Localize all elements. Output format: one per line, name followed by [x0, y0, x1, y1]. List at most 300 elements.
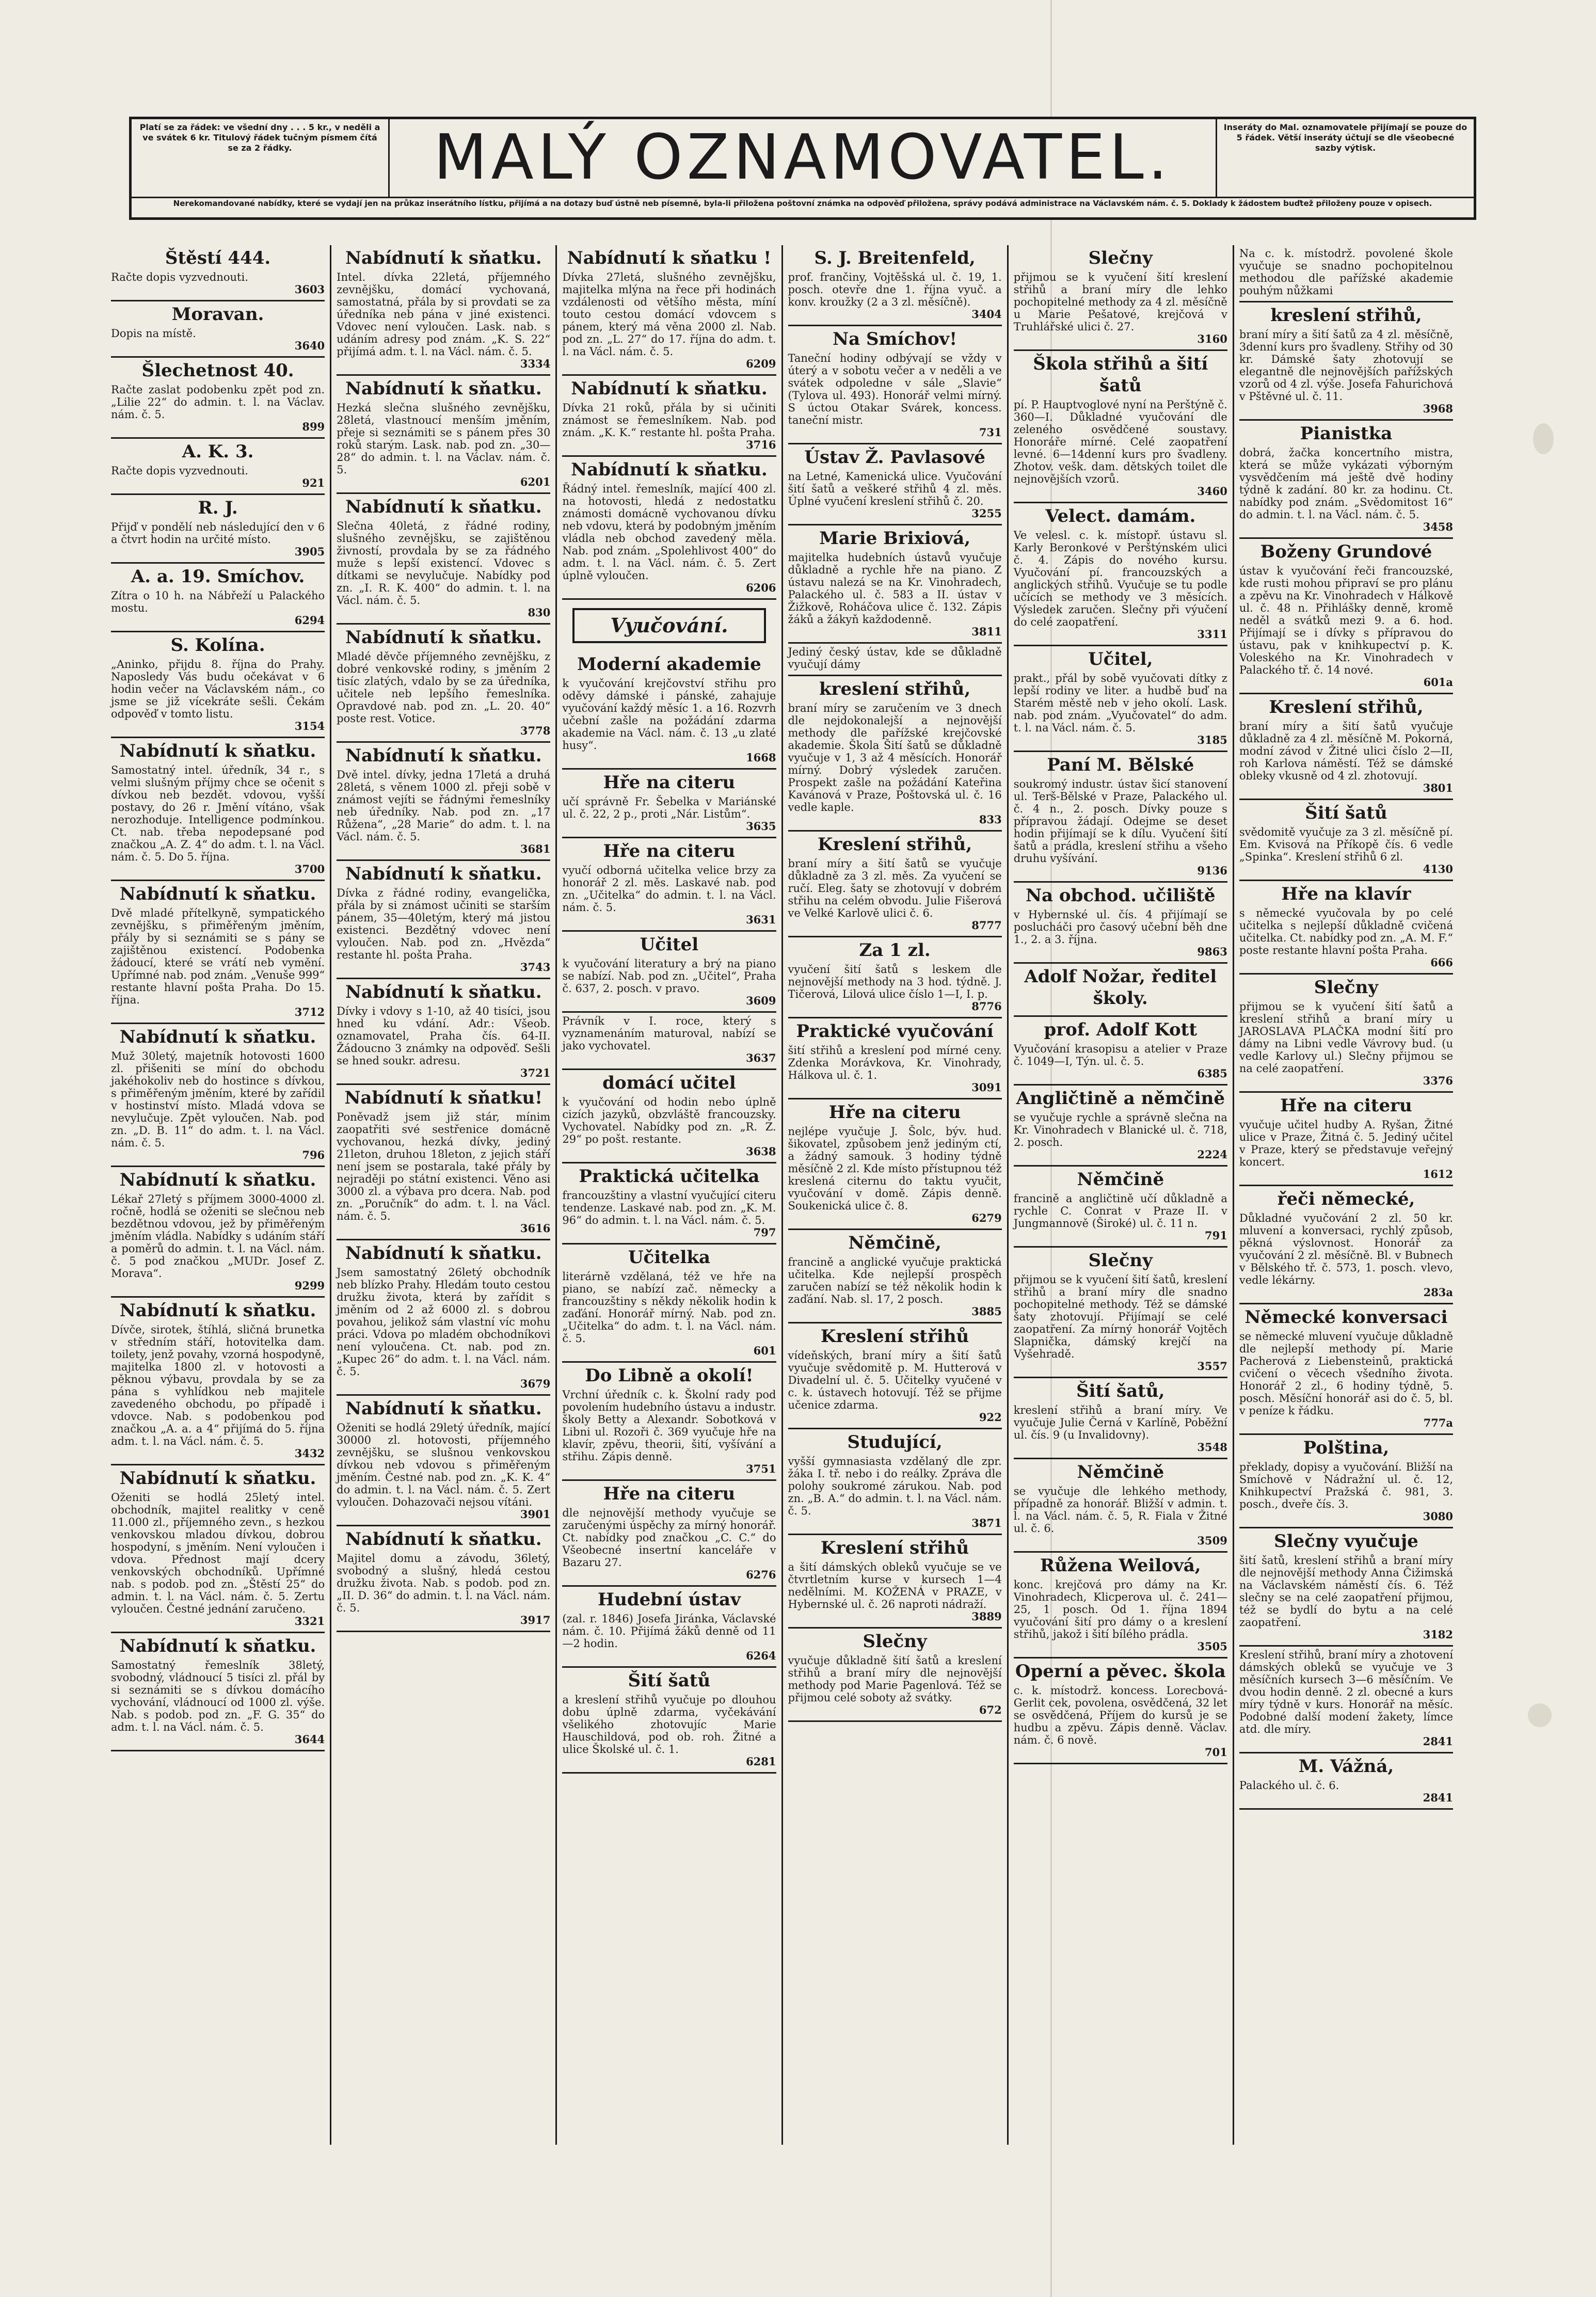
ad-title: Hře na citeru	[603, 772, 736, 793]
ad-column	[1234, 245, 1458, 2145]
ad-title: Nabídnutí k sňatku !	[567, 248, 772, 268]
ad-body: dobrá, žačka koncertního mistra, která se může vykázati výborným vysvědčením má ještě dvě hodiny týdně k zadání. 80 kr. za hodinu. Ct. nabídky pod znám. „Svědomitost 16“ do admin. t. l. na Václ. nám. č. 5.	[1239, 446, 1454, 521]
classified-ad	[1014, 1658, 1227, 1764]
ad-number: 3721	[520, 1066, 551, 1079]
ad-title: Slečny	[1314, 977, 1379, 998]
ad-number: 6206	[746, 581, 776, 594]
ad-number: 3185	[1197, 733, 1227, 746]
ad-title: Nabídnutí k sňatku.	[345, 982, 542, 1002]
classified-ad	[1014, 883, 1227, 964]
ad-number: 3681	[520, 842, 551, 855]
classified-ad	[788, 444, 1002, 525]
ad-number: 796	[302, 1148, 325, 1161]
ad-title: Moderní akademie	[577, 654, 761, 675]
classified-ad	[1239, 302, 1453, 421]
classified-ad	[562, 457, 776, 600]
ad-title: Kreslení střihů,	[1269, 697, 1424, 717]
ad-body: Řádný intel. řemeslník, mající 400 zl. na hotovosti, hledá z nedostatku známosti domácně vychovanou dívku neb vdovu, která by podobným jměním vládla neb obchod zavedený měla. Nab. pod znám. „Spolehlivost 400“ do adm. t. l. na Václ. nám. č. 5. Zert úplně vyloučen.	[562, 483, 776, 582]
ad-body: Dívka 27letá, slušného zevnějšku, majitelka mlýna na řece při hodinách vzdálenosti od většího města, míní touto cestou domácí vdovcem s pánem, který má věna 2000 zl. Nab. pod zn. „L. 27“ do 17. října do adm. t. l. na Václ. nám. č. 5.	[562, 271, 776, 358]
ad-body: prof. frančiny, Vojtěšská ul. č. 19, 1. posch. otevře dne 1. října vyuč. a konv. kroužky (2 a 3 zl. měsíčně).	[788, 271, 1002, 308]
header-admin-note: Nerekomandované nabídky, které se vydají jen na průkaz inserátního lístku, přijímá a na dotazy buď ústně neb písemně, byla-li přiložena poštovní známka na odpověď přiložena, správy podává administrace na Václavském nám. č. 5. Doklady k žádostem buďtež přiloženy pouze v opisech.	[132, 197, 1474, 220]
classified-ad	[1239, 1435, 1453, 1528]
ad-body: se vyučuje rychle a správně slečna na Kr. Vinohradech v Blanické ul. č. 718, 2. posch.	[1013, 1111, 1227, 1148]
ad-number: 3182	[1423, 1628, 1454, 1641]
ad-title: Nabídnutí k sňatku.	[119, 1468, 316, 1489]
ad-title: kreslení střihů,	[1270, 305, 1422, 326]
ad-title: Do Libně a okolí!	[585, 1365, 754, 1386]
classified-ad	[337, 376, 550, 494]
ad-number: 3644	[294, 1733, 325, 1746]
ad-number: 6385	[1197, 1067, 1227, 1080]
ad-title: Nabídnutí k sňatku.	[119, 741, 316, 761]
ad-title: Velect. damám.	[1045, 506, 1196, 527]
ad-number: 3334	[520, 357, 551, 370]
ad-title: S. Kolína.	[170, 635, 265, 656]
ad-body: Račte zaslat podobenku zpět pod zn. „Lilie 22“ do admin. t. l. na Václav. nám. č. 5.	[111, 384, 325, 421]
classified-ad	[1239, 1093, 1453, 1186]
ad-number: 731	[979, 426, 1002, 439]
classified-ad	[337, 743, 550, 861]
ad-number: 6276	[746, 1568, 776, 1581]
ad-body: Samostatný řemeslník 38letý, svobodný, vládnoucí 5 tisíci zl. přál by si seznámiti se s dívkou domácího vychování, vládnoucí od 1000 zl. výše. Nab. s podob. pod zn. „F. G. 35“ do adm. t. l. na Václ. nám. č. 5.	[111, 1659, 325, 1733]
ad-title: Šití šatů,	[1076, 1381, 1165, 1401]
ad-number: 6201	[520, 475, 551, 488]
ad-title: Hře na klavír	[1281, 884, 1411, 904]
ad-body: překlady, dopisy a vyučování. Bližší na Smíchově v Nádražní ul. č. 12, Knihkupectví Pražská č. 981, 3. posch., dveře čís. 3.	[1239, 1461, 1454, 1510]
classified-ad	[1014, 503, 1227, 646]
ad-title: Polština,	[1303, 1438, 1390, 1458]
ad-body: s německé vyučovala by po celé učitelka s nejlepší důkladně cvičená učitelka. Ct. nabídky pod zn. „A. M. F.“ poste restante hlavní pošta Praha.	[1239, 907, 1454, 956]
ad-number: 3557	[1197, 1360, 1227, 1373]
classified-ad	[788, 1429, 1002, 1535]
ad-number: 791	[1205, 1229, 1227, 1242]
ad-body: Jsem samostatný 26letý obchodník neb blízko Prahy. Hledám touto cestou družku života, která by zařídit s jměním od 2 až 6000 zl. s dobrou povahou, jelikož sám vlastní víc mohu práci. Vdova po mladém obchodníkovi není vyloučena. Ct. nab. pod zn. „Kupec 26“ do adm. t. l. na Václ. nám. č. 5.	[337, 1266, 551, 1378]
ad-title: Němčině	[1077, 1462, 1164, 1482]
classified-ad	[111, 301, 325, 358]
ad-number: 4130	[1423, 863, 1454, 875]
ad-number: 1668	[746, 751, 776, 764]
ad-body: Právník v I. roce, který s vyznamenáním maturoval, nabízí se jako vychovatel.	[562, 1015, 776, 1052]
ad-number: 3679	[520, 1377, 551, 1390]
ad-title: domácí učitel	[602, 1073, 736, 1093]
ad-title: Nabídnutí k sňatku.	[345, 1398, 542, 1419]
ad-body: Dívka z řádné rodiny, evangelička, přála by si známost učiniti se starším pánem, 35—40letým, který má jistou existenci. Bezdětný vdovec není vyloučen. Nab. pod zn. „Hvězda“ restante hl. pošta Praha.	[337, 887, 551, 961]
ad-body: vyučuje učitel hudby A. Ryšan, Žitné ulice v Praze, Žitná č. 5. Jediný učitel v Praze, který se představuje veřejný koncert.	[1239, 1119, 1454, 1168]
classified-ad	[562, 1668, 776, 1774]
ad-body: „Aninko, přijdu 8. října do Prahy. Naposledy Vás budu očekávat v 6 hodin večer na Václavském nám., co jsme se již vícekráte sešli. Čekám odpověď v tomto listu.	[111, 658, 325, 720]
classified-ad	[111, 1167, 325, 1298]
ad-title: A. K. 3.	[182, 441, 254, 462]
classified-ad	[1014, 964, 1227, 1017]
classified-ad	[111, 358, 325, 439]
ad-body: Muž 30letý, majetník hotovosti 1600 zl. přišeniti se míní do obchodu jakéhokoliv neb do hostince s dívkou, s přiměřeným jměním, které by zařídil v hostinství místo. Mladá vdova se nevylučuje. Zpět vyloučen. Nab. pod zn. „D. B. 11“ do adm. t. l. na Václ. nám. č. 5.	[111, 1050, 325, 1149]
ad-title: Na obchod. učiliště	[1025, 885, 1216, 906]
ad-body: Mladé děvče příjemného zevnějšku, z dobré venkovské rodiny, s jměním 2 tisíc zlatých, vdalo by se za úředníka, učitele neb lepšího řemeslníka. Opravdové nab. pod zn. „L. 20. 40“ poste rest. Votice.	[337, 650, 551, 725]
ad-title: Boženy Grundové	[1260, 541, 1432, 562]
ad-number: 830	[528, 606, 551, 619]
ad-number: 3716	[746, 438, 776, 451]
classified-ad	[111, 439, 325, 495]
ad-number: 2224	[1197, 1148, 1227, 1161]
classified-ad	[1014, 646, 1227, 752]
classified-ad	[111, 495, 325, 564]
ad-number: 3080	[1423, 1510, 1454, 1523]
ad-body: braní míry a šití šatů vyučuje důkladně za 4 zl. měsíčně M. Pokorná, modní závod v Žitné ulici číslo 2—II, roh Karlova náměstí. Též se dámské obleky vkusně od 4 zl. zhotovují.	[1239, 720, 1454, 782]
ad-number: 3901	[520, 1508, 551, 1521]
ad-title: Hře na citeru	[1280, 1095, 1412, 1116]
ad-body: vyučí odborná učitelka velice brzy za honorář 2 zl. měs. Laskavé nab. pod zn. „Učitelka“ do admin. t. l. na Václ. nám. č. 5.	[562, 864, 776, 914]
ad-body: (zal. r. 1846) Josefa Jiránka, Václavské nám. č. 10. Přijímá žáků denně od 11—2 hodin.	[562, 1613, 776, 1650]
ad-number: 3509	[1197, 1534, 1227, 1547]
ad-number: 3811	[971, 625, 1002, 638]
ad-title: Pianistka	[1300, 423, 1393, 444]
ad-number: 777a	[1423, 1416, 1454, 1429]
ad-number: 6281	[746, 1755, 776, 1768]
classified-ad	[788, 525, 1002, 644]
ad-number: 3700	[294, 863, 325, 875]
classified-ad	[788, 1018, 1002, 1099]
ad-body: Dopis na místě.	[111, 327, 196, 340]
ad-number: 6294	[294, 614, 325, 627]
ad-title: Šlechetnost 40.	[141, 360, 294, 381]
ad-number: 666	[1430, 956, 1454, 969]
classified-ad	[562, 932, 776, 1013]
classified-ad	[337, 1526, 550, 1632]
ad-body: Majitel domu a závodu, 36letý, svobodný a slušný, hledá cestou družku života. Nab. s podob. pod zn. „II. D. 36“ do admin. t. l. na Václ. nám. č. 5.	[337, 1552, 551, 1614]
classified-ad	[111, 632, 325, 738]
ad-title: Učitelka	[628, 1247, 710, 1268]
ad-number: 3640	[294, 339, 325, 352]
ad-body: učí správně Fr. Šebelka v Mariánské ul. č. 22, 2 p., proti „Nár. Listům“.	[562, 795, 776, 820]
ad-body: vyšší gymnasiasta vzdělaný dle zpr. žáka I. tř. nebo i do reálky. Zpráva dle polohy soukromé zárukou. Nab. pod zn. „B. A.“ do admin. t. l. na Václ. nám. č. 5.	[788, 1455, 1002, 1517]
ad-body: francině a anglické vyučuje praktická učitelka. Kde nejlepší prospěch zaručen nabízí se též několik hodin k zaďání. Nab. sl. 17, 2 posch.	[788, 1256, 1002, 1305]
ad-body: Taneční hodiny odbývají se vždy v úterý a v sobotu večer a v neděli a ve svátek odpoledne v sále „Slavie“ (Tylova ul. 493). Honorář velmi mírný. S úctou Otakar Svárek, koncess. taneční mistr.	[788, 352, 1002, 426]
ad-title: Nabídnutí k sňatku.	[119, 884, 316, 904]
ad-body: majitelka hudebních ústavů vyučuje důkladně a rychle hře na piano. Z ústavu nalezá se na Kr. Vinohradech, Palackého ul. č. 583 a II. ústav v Žižkově, Roháčova ulice č. 132. Zápis žáků a žákyň každodenně.	[788, 551, 1002, 626]
classified-ad	[1014, 752, 1227, 883]
ad-title: Na Smíchov!	[833, 329, 957, 349]
ad-number: 3801	[1423, 781, 1454, 794]
ad-title: Nabídnutí k sňatku!	[344, 1088, 543, 1108]
ad-title: Růžena Weilová,	[1040, 1555, 1201, 1576]
classified-ad	[1239, 1647, 1453, 1753]
ad-number: 2841	[1423, 1735, 1454, 1748]
ad-title: Hře na citeru	[603, 841, 736, 862]
classified-ad	[1239, 881, 1453, 975]
ad-columns	[106, 245, 1458, 2145]
ad-body: Dívky i vdovy s 1-10, až 40 tisíci, jsou hned ku vdání. Adr.: Všeob. oznamovatel, Praha čís. 64-II. Žádoucno 3 známky na odpověď. Sešli se hned soukr. adresu.	[337, 1005, 551, 1067]
ad-title: Učitel,	[1088, 649, 1153, 669]
ad-body: Palackého ul. č. 6.	[1239, 1779, 1339, 1792]
ad-number: 3751	[746, 1462, 776, 1475]
ad-number: 601a	[1423, 676, 1454, 689]
classified-ad	[111, 1298, 325, 1465]
classified-ad	[337, 625, 550, 743]
ad-body: Na c. k. místodrž. povolené škole vyučuje se snadno pochopitelnou methodou dle pařížské akademie pouhým nůžkami	[1239, 247, 1454, 297]
ad-number: 1612	[1423, 1168, 1454, 1181]
classified-ad	[788, 1535, 1002, 1629]
classified-ad	[111, 245, 325, 301]
classified-ad	[337, 494, 550, 625]
ad-number: 3871	[971, 1517, 1002, 1529]
ad-title: Paní M. Bělské	[1047, 755, 1194, 775]
ad-number: 3917	[520, 1614, 551, 1626]
ad-title: Slečny vyučuje	[1274, 1531, 1418, 1552]
classified-ad	[337, 1240, 550, 1396]
ad-body: Vrchní úředník c. k. Školní rady pod povolením hudebního ústavu a industr. školy Betty a Alexandr. Sobotková v Libni ul. Rozoři č. 369 vyučuje hře na klavír, zpěvu, theorii, šití, vyšívání a střihu. Zápis denně.	[562, 1389, 776, 1463]
ad-body: k vyučování krejčovství střihu pro oděvy dámské i pánské, zahajuje vyučování každý měsíc 1. a 16. Rozvrh učební zašle na požádání zdarma akademie na Václ. nám. č. 13 „u zlaté husy“.	[562, 677, 776, 752]
ad-title: Nabídnutí k sňatku.	[571, 459, 768, 480]
ad-number: 3458	[1423, 520, 1454, 533]
classified-ad	[562, 1013, 776, 1070]
classified-ad	[788, 1629, 1002, 1722]
ad-body: literárně vzdělaná, též ve hře na piano, se nabízí zač. německy a francouzštiny s někdy několik hodin k zaďání. Honorář mírný. Nab. pod zn. „Učitelka“ do adm. t. l. na Václ. nám. č. 5.	[562, 1270, 776, 1345]
classified-ad	[1014, 1248, 1227, 1378]
section-header	[129, 117, 1476, 220]
classified-ad	[1239, 1528, 1453, 1647]
ad-column	[783, 245, 1009, 2145]
ad-number: 3743	[520, 961, 551, 974]
ad-body: na Letné, Kamenická ulice. Vyučování šití šatů a veškeré střihů 4 zl. měs. Úplné vyučení kreslení střihů č. 20.	[788, 470, 1002, 507]
ad-number: 9136	[1197, 864, 1227, 877]
ad-title: Nabídnutí k sňatku.	[119, 1300, 316, 1321]
classified-ad	[1014, 1017, 1227, 1086]
ad-body: prakt., přál by sobě vyučovati dítky z lepší rodiny ve liter. a hudbě buď na Starém městě neb v jeho okolí. Lask. nab. pod znám. „Vyučovatel“ do adm. t. l. na Václ. nám. č. 5.	[1013, 672, 1227, 734]
classified-ad	[111, 564, 325, 632]
classified-ad	[562, 1587, 776, 1668]
classified-ad	[111, 1465, 325, 1633]
classified-ad	[562, 1363, 776, 1481]
ad-body: braní míry a šití šatů se vyučuje důkladně za 3 zl. měs. Za vyučení se ručí. Eleg. šaty se zhotovují v dobrém střihu na celém obvodu. Julie Fišerová ve Velké Karlově ulici č. 6.	[788, 857, 1002, 919]
ad-body: k vyučování od hodin nebo úplně cizích jazyků, obzvláště francouzsky. Vychovatel. Nabídky pod zn. „R. Z. 29“ po pošt. restante.	[562, 1096, 776, 1145]
ad-body: nejlépe vyučuje J. Šolc, býv. hud. šikovatel, způsobem jenž jediným ctí, a žádný samouk. 3 hodiny týdně měsíčně 2 zl. Kde místo přístupnou též kreslená citernu do taktu vyučit, vyučování v domě. Zápis denně. Soukenická ulice č. 8.	[788, 1125, 1002, 1212]
ad-body: přijmou se k vyučení šití šatů, kreslení střihů a braní míry dle snadno pochopitelné methody. Též se dámské šaty zhotovují. Přijímají se celé zaopatření. Za mírný honorář Vojtěch Slapnička, dámský krejčí na Vyšehradě.	[1013, 1273, 1227, 1360]
ad-number: 3376	[1423, 1074, 1454, 1087]
ad-title: Operní a pěvec. škola	[1015, 1661, 1226, 1682]
classified-ad	[1239, 1186, 1453, 1304]
ad-body: Jediný český ústav, kde se důkladně vyučují dámy	[788, 646, 1002, 671]
classified-ad	[1239, 800, 1453, 881]
ad-number: 3321	[294, 1615, 325, 1628]
ad-body: Oženiti se hodlá 29letý úředník, mající 30000 zl. hotovosti, příjemného zevnějšku, se slušnou venkovskou dívkou neb vdovou s přiměřeným jměním. Čestné nab. pod zn. „K. K. 4“ do admin. t. l. na Václ. nám. č. 5. Zert vyloučen. Dohazovači nejsou vítáni.	[337, 1422, 551, 1508]
ad-body: Ve velesl. c. k. místopř. ústavu sl. Karly Beronkové v Perštýnském ulici č. 4. Zápis do nového kursu. Vyučování pí. francouzských a anglických střihů. Vyučuje se tu podle učících se methody ve 3 měsících. Výsledek zaručen. Slečny při výučení do celé zaopatření.	[1013, 529, 1227, 628]
ad-number: 3311	[1197, 628, 1227, 641]
ad-body: se německé mluvení vyučuje důkladně dle nejlepší methody pí. Marie Pacherová z Liebensteinů, praktická cvičení o věcech všedního života. Honorář 2 zl., 6 hodiny týdně, 5. posch. Měsíční honorář asi do č. 5, bl. v peníze k řádku.	[1239, 1330, 1454, 1417]
ad-title: S. J. Breitenfeld,	[814, 248, 976, 268]
ad-title: Němčině,	[848, 1233, 941, 1253]
ad-title: Nabídnutí k sňatku.	[119, 1636, 316, 1656]
ad-number: 3712	[294, 1006, 325, 1018]
ad-body: v Hybernské ul. čís. 4 přijímají se poslucháči pro časový učební běh dne 1., 2. a 3. října.	[1013, 908, 1227, 946]
ad-body: Oženiti se hodlá 25letý intel. obchodník, majitel realitky v ceně 11.000 zl., příjemného zevn., s hezkou venkovskou mladou dívkou, dobrou hospodyní, s jměním. Není vyloučen i vdova. Přednost mají dcery venkovských obchodníků. Upřímné nab. s podob. pod zn. „Štěstí 25“ do admin. t. l. na Václ. nám. č. 5. Zertu vyloučen. Čestné jednání zaručeno.	[111, 1491, 325, 1615]
ad-body: a šití dámských obleků vyučuje se ve čtvrtletním kurse v kursech 1—4 nedělními. M. KOŽENÁ v PRAZE, v Hybernské ul. č. 26 naproti nádraží.	[788, 1561, 1002, 1610]
ad-number: 6279	[971, 1211, 1002, 1224]
ad-body: c. k. místodrž. koncess. Lorecbová-Gerlit cek, povolena, osvědčená, 32 let se osvědčená, Příjem do kursů je se hudbu a zpěvu. Zápis denně. Václav. nám. č. 6 nově.	[1013, 1684, 1227, 1746]
ad-title: Kreslení střihů	[820, 1326, 969, 1347]
classified-ad	[562, 770, 776, 838]
ad-title: Angličtině a němčině	[1016, 1088, 1225, 1109]
ad-title: Praktická učitelka	[579, 1166, 760, 1187]
classified-ad	[1014, 1167, 1227, 1248]
ad-column	[331, 245, 557, 2145]
ad-number: 701	[1205, 1746, 1227, 1759]
ad-number: 8776	[971, 1000, 1002, 1013]
ad-column	[106, 245, 331, 2145]
ad-body: Dvě mladé přítelkyně, sympatického zevnějšku, s přiměřeným jměním, přály by si seznámiti se s pány se zajištěnou existencí. Podobenka žádoucí, které se vrátí neb vymění. Upřímné nab. pod znám. „Venuše 999“ restante hlavní pošta Praha. Do 15. října.	[111, 907, 325, 1006]
ad-title: Škola střihů a šití šatů	[1033, 354, 1208, 396]
ad-title: Nabídnutí k sňatku.	[345, 378, 542, 399]
ad-body: Dívče, sirotek, štíhlá, sličná brunetka v středním stáří, hotovitelka dam. toilety, jenž povahy, vzorná hospodyně, majitelka 1800 zl. v hotovosti a pěknou výbavu, provdala by se za pána s vyhlídkou neb majitele zavedeného obchodu, po případě i vdovce. Nab. s podobenkou pod značkou „A. a. a 4“ přijímá do 5. října adm. t. l. na Václ. nám. č. 5.	[111, 1323, 325, 1447]
ad-number: 3778	[520, 724, 551, 737]
ad-body: Dívka 21 roků, přála by si učiniti známost se řemeslníkem. Nab. pod znám. „K. K.“ restante hl. pošta Praha.	[562, 402, 776, 439]
ad-body: přijmou se k vyučení šití kreslení střihů a braní míry dle lehko pochopitelné methody za 4 zl. měsíčně u Marie Pešatové, krejčová v Truhlářské ulici č. 27.	[1013, 271, 1227, 333]
classified-ad	[1014, 351, 1227, 503]
ad-body: francouzštiny a vlastní vyučující citeru tendenze. Laskavé nab. pod zn. „K. M. 96“ do admin. t. l. na Václ. nám. č. 5.	[562, 1189, 776, 1226]
ad-column	[1009, 245, 1234, 2145]
ad-title: Hudební ústav	[598, 1589, 741, 1610]
classified-ad	[788, 326, 1002, 444]
classified-ad	[1239, 1304, 1453, 1435]
section-title: MALÝ OZNAMOVATEL.	[434, 122, 1172, 194]
classified-ad	[788, 245, 1002, 326]
classified-ad	[1014, 1086, 1227, 1167]
ad-title: Šití šatů	[1305, 803, 1387, 823]
ad-title: Šití šatů	[628, 1670, 711, 1691]
ad-body: ústav k vyučování řeči francouzské, kde rusti mohou připraví se pro plánu a zpěvu na Kr. Vinohradech v Hálkově ul. č. 48 n. Přihlášky denně, kromě neděl a svátků mezi 9. a 6. hod. Přijímají se i dívky s přípravou do ústavu, pak v knihkupectví p. K. Voleského na Kr. Vinohradech v Palackého tř. č. 14 nové.	[1239, 565, 1454, 676]
ad-title: Ústav Ž. Pavlasové	[804, 447, 985, 468]
ad-number: 3637	[746, 1051, 776, 1064]
classified-ad	[788, 676, 1002, 832]
ad-title: Kreslení střihů	[820, 1538, 969, 1558]
classified-ad	[788, 832, 1002, 937]
ad-body: vyučení šití šatů s leskem dle nejnovější methody na 3 hod. týdně. J. Tičerová, Lilová ulice číslo 1—I, I. p.	[788, 963, 1002, 1000]
ad-number: 3635	[746, 820, 776, 833]
classified-ad	[562, 838, 776, 932]
ad-number: 899	[302, 420, 325, 433]
ad-body: vyučuje důkladně šití šatů a kreslení střihů a braní míry dle nejnovější methody pod Marie Pagenlová. Též se přijmou celé soboty až svátky.	[788, 1654, 1002, 1704]
ad-number: 3638	[746, 1145, 776, 1158]
classified-ad	[1239, 539, 1453, 694]
ad-body: Přijď v pondělí neb následující den v 6 a čtvrt hodin na určité místo.	[111, 521, 325, 546]
ad-number: 3255	[971, 507, 1002, 520]
ad-number: 9863	[1197, 945, 1227, 958]
classified-ad	[1239, 694, 1453, 800]
ad-body: dle nejnovější methody vyučuje se zaručenými úspěchy za mírný honorář. Ct. nabídky pod značkou „C. C.“ do Všeobecné insertní kanceláře v Bazaru 27.	[562, 1507, 776, 1569]
classified-ad	[788, 1099, 1002, 1230]
ad-number: 9299	[294, 1279, 325, 1292]
ad-body: Intel. dívka 22letá, příjemného zevnějšku, domácí vychovaná, samostatná, přála by si provdati se za úředníka neb pána v jiné existenci. Vdovec není vyloučen. Lask. nab. s udáním adresy pod znám. „K. S. 22“ přijímá adm. t. l. na Václ. nám. č. 5.	[337, 271, 551, 358]
ad-number: 922	[979, 1411, 1002, 1424]
ad-body: braní míry se zaručením ve 3 dnech dle nejdokonalejší a nejnovější methody dle pařížské krejčovské akademie. Škola Šití šatů se důkladně vyučuje v 1, 3 až 4 měsících. Honorář mírný. Dobrý výsledek zaručen. Prospekt zašle na požádání Kateřina Kavánová v Praze, Poštovská ul. č. 16 vedle kaple.	[788, 702, 1002, 813]
ad-body: svědomitě vyučuje za 3 zl. měsíčně pí. Em. Kvisová na Příkopě čís. 6 vedle „Spinka“. Kreslení střihů 6 zl.	[1239, 826, 1454, 863]
ad-title: Moravan.	[171, 304, 264, 325]
ad-number: 3160	[1197, 332, 1227, 345]
ad-title: Za 1 zl.	[859, 940, 931, 961]
subsection-heading: Vyučování.	[572, 608, 765, 643]
ad-number: 672	[979, 1703, 1002, 1716]
ad-title: Kreslení střihů,	[817, 834, 972, 855]
ad-body: kreslení střihů a braní míry. Ve vyučuje Julie Černá v Karlíně, Poběžní ul. čís. 9 (u Invalidovny).	[1013, 1404, 1227, 1441]
ad-title: Nabídnutí k sňatku.	[119, 1027, 316, 1047]
classified-ad	[788, 1323, 1002, 1429]
classified-ad	[111, 1633, 325, 1751]
ad-title: R. J.	[198, 498, 238, 518]
ad-number: 3631	[746, 913, 776, 926]
ad-number: 3889	[971, 1610, 1002, 1623]
ad-title: Učitel	[640, 934, 699, 955]
ad-body: šití šatů, kreslení střihů a braní míry dle nejnovější methody Anna Čižimská na Václavském náměstí čís. 6. Též slečny se na celé zaopatření přijmou, též se bydlí do bytu a na celé zaopatření.	[1239, 1554, 1454, 1629]
ad-title: Nabídnutí k sňatku.	[571, 378, 768, 399]
ad-number: 3432	[294, 1447, 325, 1460]
classified-ad	[337, 861, 550, 979]
ad-body: Důkladné vyučování 2 zl. 50 kr. mluvení a konversaci, rychlý způsob, pěkná výslovnost. Honorář za vyučování 2 zl. měsíčně. Bl. v Bubnech v Bělského tř. č. 573, 1. posch. vlevo, vedle lékárny.	[1239, 1212, 1454, 1286]
classified-ad	[337, 1085, 550, 1240]
ad-body: Samostatný intel. úředník, 34 r., s velmi slušným příjmy chce se očenit s dívkou neb bezdět. vdovou, vyšší postavy, do 26 r. Jmění vítáno, však nerozhoduje. Intelligence podmínkou. Ct. nab. třeba nepodepsané pod značkou „A. Z. 4“ do adm. t. l. na Václ. nám. č. 5. Do 5. října.	[111, 764, 325, 863]
ad-number: 3404	[971, 308, 1002, 321]
ad-title: Marie Brixiová,	[819, 528, 971, 549]
ad-title: Slečny	[1088, 248, 1153, 268]
ad-body: se vyučuje dle lehkého methody, případně za honorář. Bližší v admin. t. l. na Václ. nám. č. 5, R. Fiala v Žitné ul. č. 6.	[1013, 1485, 1227, 1535]
ad-number: 3905	[294, 545, 325, 558]
ad-number: 833	[979, 813, 1002, 826]
ad-body: braní míry a šití šatů za 4 zl. měsíčně, 3denní kurs pro švadleny. Střihy od 30 kr. Dámské šaty zhotovují se elegantně dle nejnovějších pařížských vzorů od 4 zl. výše. Josefa Fahurichová v Pštěvné ul. č. 11.	[1239, 328, 1454, 403]
ad-title: řeči německé,	[1277, 1189, 1415, 1209]
ad-title: Němčině	[1077, 1169, 1164, 1190]
classified-ad	[337, 1396, 550, 1526]
ad-number: 283a	[1423, 1286, 1454, 1299]
classified-ad	[1014, 245, 1227, 351]
ad-body: soukromý industr. ústav šicí stanovení ul. Terš-Bělské v Praze, Palackého ul. č. 4 n., 2. posch. Dívky pouze s přípravou žádají. Odejme se deset hodin přijímají se k dílu. Vyučení šití šatů a prádla, kreslení střihu a všeho druhu vyšívání.	[1013, 778, 1227, 865]
header-price-note: Platí se za řádek: ve všední dny . . . 5 kr., v neděli a ve svátek 6 kr. Titulový řádek tučným písmem čítá se za 2 řádky.	[132, 119, 390, 197]
classified-ad	[1239, 245, 1453, 302]
classified-ad	[1239, 1753, 1453, 1810]
ad-title: Slečny	[863, 1631, 927, 1652]
ad-title: Nabídnutí k sňatku.	[345, 248, 542, 268]
classified-ad	[111, 738, 325, 881]
ad-title: Praktické vyučování	[796, 1021, 994, 1042]
classified-ad	[111, 1024, 325, 1167]
ad-number: 6209	[746, 357, 776, 370]
ad-column	[557, 245, 783, 2145]
ad-body: Lékař 27letý s příjmem 3000-4000 zl. ročně, hodlá se oženiti se slečnou neb bezdětnou vdovou, jež by přiměřeným jměním vládla. Nabídky s udáním stáří a poměrů do admin. t. l. na Václ. nám. č. 5 pod značkou „MUDr. Josef Z. Morava“.	[111, 1193, 325, 1280]
ad-title: Nabídnutí k sňatku.	[345, 864, 542, 884]
ad-body: Zítra o 10 h. na Nábřeží u Palackého mostu.	[111, 589, 325, 614]
ad-number: 3091	[971, 1081, 1002, 1094]
ad-number: 797	[753, 1226, 776, 1239]
ad-title: Studující,	[847, 1432, 943, 1453]
classified-ad	[788, 644, 1002, 676]
classified-ad	[562, 1070, 776, 1163]
ad-body: Poněvadž jsem již stár, mínim zaopatřiti své sestřenice domácně vychovanou, hezká dívky, jediný 21leton, druhou 18leton, z jejich stáří není jsem se postarala, také přály by nejraději po státní existenci. Věno asi 3000 zl. a výbava pro dcera. Nab. pod zn. „Poručník“ do adm. t. l. na Václ. nám. č. 5.	[337, 1111, 551, 1222]
header-rules-note: Inseráty do Mal. oznamovatele přijímají se pouze do 5 řádek. Větší inseráty účtují se dle všeobecné sazby výtisk.	[1216, 119, 1474, 197]
ad-title: Slečny	[1088, 1250, 1153, 1271]
ad-number: 3616	[520, 1222, 551, 1235]
ad-title: kreslení střihů,	[819, 679, 971, 699]
ad-title: A. a. 19. Smíchov.	[131, 566, 305, 587]
classified-ad	[562, 1163, 776, 1245]
ad-number: 3548	[1197, 1441, 1227, 1454]
ad-number: 6264	[746, 1649, 776, 1662]
classified-ad	[1014, 1553, 1227, 1658]
classified-ad	[1014, 1459, 1227, 1553]
ad-body: vídeňských, braní míry a šití šatů vyučuje svědomitě p. M. Hutterová v Divadelní ul. č. 5. Učitelky vyučené v c. k. ústavech hotovují. Též se přijme učenice zdarma.	[788, 1349, 1002, 1411]
ad-body: přijmou se k vyučení šití šatů a kreslení střihů a braní míry u JAROSLAVA PLAČKA modní šití pro dámy na Libni vedle Vávrovy bud. (u vedle Karlovy ul.) Slečny přijmou se na celé zaopatření.	[1239, 1000, 1454, 1075]
ad-body: Kreslení střihů, braní míry a zhotovení dámských obleků se vyučuje ve 3 měsíčních kursech 3—6 měsíčním. Ve dvou hodin denně. 2 zl. obecné a kurs míry týdně v kurs. Honorář na měsíc. Podobné další modení žakety, límce atd. dle míry.	[1239, 1649, 1454, 1735]
classified-ad	[562, 245, 776, 376]
ad-number: 3460	[1197, 485, 1227, 498]
ad-body: Hezká slečna slušného zevnějšku, 28letá, vlastnoucí menším jměním, přeje si seznámiti se s pánem přes 30 roků starým. Lask. nab. pod zn. „30—28“ do admin. t. l. na Václav. nám. č. 5.	[337, 402, 551, 476]
ad-number: 3885	[971, 1305, 1002, 1318]
